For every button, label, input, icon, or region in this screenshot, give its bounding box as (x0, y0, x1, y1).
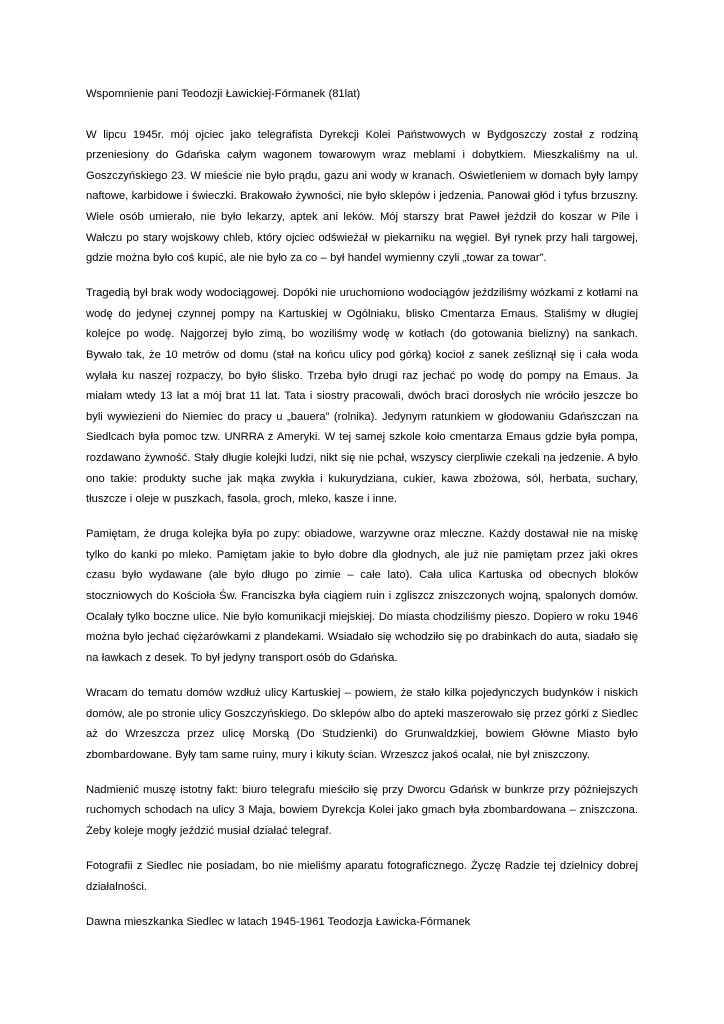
document-body (86, 84, 638, 932)
paragraph-2: Tragedią był brak wody wodociągowej. Dopóki nie uruchomiono wodociągów jeździliśmy wózkami z kotłami na wodę do jedynej czynnej pompy na Kartuskiej w Ogólniaku, blisko Cmentarza Emaus. Staliśmy w długiej kolejce po wodę. Najgorzej było zimą, bo woziliśmy wodę w kotłach (do gotowania bielizny) na sankach. Bywało tak, że 10 metrów od domu (stał na końcu ulicy pod górką) kocioł z sanek ześliznął się i cała woda wylała ku naszej rozpaczy, bo było ślisko. Trzeba było drugi raz jechać po wodę do pompy na Emaus. Ja miałam wtedy 13 lat a mój brat 11 lat. Tata i siostry pracowali, dwóch braci dorosłych nie wróciło jeszcze bo byli wywiezieni do Niemiec do pracy u „bauera” (rolnika). Jedynym ratunkiem w głodowaniu Gdańszczan na Siedlcach była pomoc tzw. UNRRA z Ameryki. W tej samej szkole koło cmentarza Emaus gdzie była pompa, rozdawano żywność. Stały długie kolejki ludzi, nikt się nie pchał, wszyscy cierpliwie czekali na jedzenie. A było ono takie: produkty suche jak mąka zwykła i kukurydziana, cukier, kawa zbożowa, sól, herbata, suchary, tłuszcze i oleje w puszkach, fasola, groch, mleko, kasze i inne. (86, 287, 638, 506)
paragraph-5: Nadmienić muszę istotny fakt: biuro telegrafu mieściło się przy Dworcu Gdańsk w bunkrze przy późniejszych ruchomych schodach na ulicy 3 Maja, bowiem Dyrekcja Kolei jako gmach była zbombardowana – zniszczona. Żeby koleje mogły jeździć musiał działać telegraf. (86, 783, 638, 837)
signature-line: Dawna mieszkanka Siedlec w latach 1945-1961 Teodozja Ławicka-Fórmanek (86, 915, 471, 928)
paragraph-6: Fotografii z Siedlec nie posiadam, bo nie mieliśmy aparatu fotograficznego. Życzę Radzie tej dzielnicy dobrej działalności. (86, 860, 638, 893)
paragraph-4: Wracam do tematu domów wzdłuż ulicy Kartuskiej – powiem, że stało kilka pojedynczych budynków i niskich domów, ale po stronie ulicy Goszczyńskiego. Do sklepów albo do apteki maszerowało się przez górki z Siedlec aż do Wrzeszcza przez ulicę Morską (Do Studzienki) do Grunwaldzkiej, bowiem Główne Miasto było zbombardowane. Były tam same ruiny, mury i kikuty ścian. Wrzeszcz jakoś ocalał, nie był zniszczony. (86, 686, 638, 761)
document-title-line: Wspomnienie pani Teodozji Ławickiej-Fórmanek (81lat) (86, 88, 361, 100)
paragraph-1: W lipcu 1945r. mój ojciec jako telegrafista Dyrekcji Kolei Państwowych w Bydgoszczy został z rodziną przeniesiony do Gdańska całym wagonem towarowym wraz meblami i dobytkiem. Mieszkaliśmy na ul. Goszczyńskiego 23. W mieście nie było prądu, gazu ani wody w kranach. Oświetleniem w domach były lampy naftowe, karbidowe i świeczki. Brakowało żywności, nie było sklepów i jedzenia. Panował głód i tyfus brzuszny. Wiele osób umierało, nie było lekarzy, aptek ani leków. Mój starszy brat Paweł jeździł do koszar w Pile i Wałczu po stary wojskowy chleb, który ojciec odświeżał w piekarniku na węgiel. Był rynek przy hali targowej, gdzie można było coś kupić, ale nie było za co – był handel wymienny czyli „towar za towar”. (86, 128, 638, 265)
paragraph-3: Pamiętam, że druga kolejka była po zupy: obiadowe, warzywne oraz mleczne. Każdy dostawał nie na miskę tylko do kanki po mleko. Pamiętam jakie to było dobre dla głodnych, ale już nie pamiętam przez jaki okres czasu było wydawane (ale było długo po zimie – całe lato). Cała ulica Kartuska od obecnych bloków stoczniowych do Kościoła Św. Franciszka była ciągiem ruin i zgliszcz zniszczonych wojną, spalonych domów. Ocalały tylko boczne ulice. Nie było komunikacji miejskiej. Do miasta chodziliśmy pieszo. Dopiero w roku 1946 można było jechać ciężarówkami z plandekami. Wsiadało się wchodziło się po drabinkach do auta, siadało się na ławkach z desek. To był jedyny transport osób do Gdańska. (86, 528, 638, 664)
